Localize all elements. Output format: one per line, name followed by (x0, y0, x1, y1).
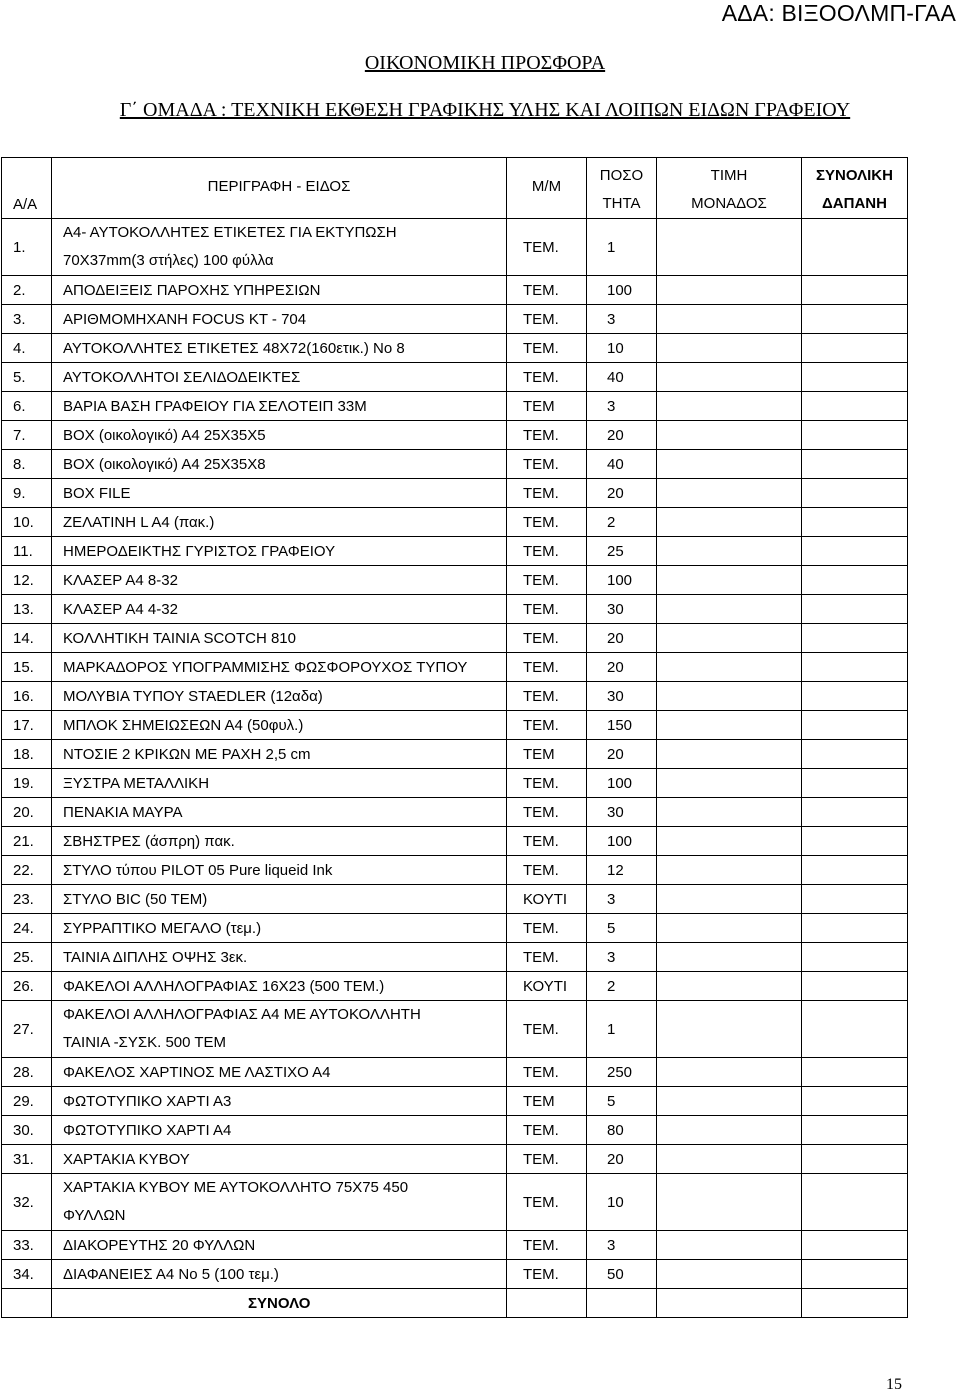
row-quantity: 100 (587, 566, 657, 595)
row-unit: ΤΕΜ. (507, 653, 587, 682)
row-description: ΑΡΙΘΜΟΜΗΧΑΝΗ FOCUS KT - 704 (52, 305, 507, 334)
offer-title: ΟΙΚΟΝΟΜΙΚΗ ΠΡΟΣΦΟΡΑ (364, 52, 606, 74)
row-description-line2: ΤΑΙΝΙΑ -ΣΥΣΚ. 500 ΤΕΜ (63, 1034, 227, 1051)
table-row (2, 276, 908, 305)
row-unit-price (657, 1001, 802, 1058)
header-num: Α/Α (2, 158, 52, 219)
row-unit-price (657, 624, 802, 653)
row-total-cost (802, 769, 908, 798)
header-unit-price (657, 158, 802, 219)
row-description: ΤΑΙΝΙΑ ΔΙΠΛΗΣ ΟΨΗΣ 3εκ. (52, 943, 507, 972)
row-total-cost (802, 537, 908, 566)
row-unit: ΤΕΜ. (507, 914, 587, 943)
table-row (2, 653, 908, 682)
row-unit-price (657, 276, 802, 305)
row-number: 10. (2, 508, 52, 537)
row-unit-price (657, 682, 802, 711)
offer-table (1, 157, 908, 1318)
row-total-cost (802, 1174, 908, 1231)
total-unit-cell (507, 1289, 587, 1318)
table-row (2, 479, 908, 508)
row-quantity: 20 (587, 421, 657, 450)
row-number: 2. (2, 276, 52, 305)
row-description (52, 219, 507, 276)
row-number: 15. (2, 653, 52, 682)
row-unit-price (657, 537, 802, 566)
row-unit-price (657, 219, 802, 276)
row-quantity: 80 (587, 1116, 657, 1145)
table-row (2, 392, 908, 421)
row-number: 24. (2, 914, 52, 943)
row-unit-price (657, 508, 802, 537)
row-description: ΜΑΡΚΑΔΟΡΟΣ ΥΠΟΓΡΑΜΜΙΣΗΣ ΦΩΣΦΟΡΟΥΧΟΣ ΤΥΠΟΥ (52, 653, 507, 682)
row-unit-price (657, 1174, 802, 1231)
row-quantity: 40 (587, 450, 657, 479)
row-unit: ΤΕΜ. (507, 1174, 587, 1231)
row-unit: ΤΕΜ. (507, 769, 587, 798)
row-total-cost (802, 943, 908, 972)
row-description: ΞΥΣΤΡΑ ΜΕΤΑΛΛΙΚΗ (52, 769, 507, 798)
table-row (2, 305, 908, 334)
row-number: 1. (2, 219, 52, 276)
row-unit-price (657, 305, 802, 334)
row-number: 17. (2, 711, 52, 740)
row-total-cost (802, 450, 908, 479)
row-unit-price (657, 827, 802, 856)
table-row (2, 798, 908, 827)
table-row (2, 711, 908, 740)
row-total-cost (802, 914, 908, 943)
row-unit: ΚΟΥΤΙ (507, 885, 587, 914)
table-row (2, 537, 908, 566)
row-number: 34. (2, 1260, 52, 1289)
row-quantity: 12 (587, 856, 657, 885)
row-unit: ΤΕΜ (507, 392, 587, 421)
row-unit: ΤΕΜ. (507, 1058, 587, 1087)
row-unit-price (657, 798, 802, 827)
row-description: ΚΛΑΣΕΡ Α4 8-32 (52, 566, 507, 595)
row-unit: ΤΕΜ. (507, 363, 587, 392)
row-total-cost (802, 566, 908, 595)
total-num-cell (2, 1289, 52, 1318)
row-unit: ΤΕΜ. (507, 276, 587, 305)
row-number: 16. (2, 682, 52, 711)
row-description: ΧΑΡΤΑΚΙΑ ΚΥΒΟΥ (52, 1145, 507, 1174)
table-header-row (2, 158, 908, 219)
row-total-cost (802, 1116, 908, 1145)
row-unit: ΤΕΜ. (507, 595, 587, 624)
table-row (2, 1260, 908, 1289)
row-total-cost (802, 885, 908, 914)
row-total-cost (802, 682, 908, 711)
table-row (2, 1116, 908, 1145)
row-description: ΦΑΚΕΛΟΣ ΧΑΡΤΙΝΟΣ ΜΕ ΛΑΣΤΙΧΟ Α4 (52, 1058, 507, 1087)
row-unit-price (657, 1116, 802, 1145)
row-quantity: 2 (587, 508, 657, 537)
row-quantity: 20 (587, 624, 657, 653)
row-total-cost (802, 827, 908, 856)
row-unit-price (657, 392, 802, 421)
table-row (2, 624, 908, 653)
table-row (2, 943, 908, 972)
row-number: 13. (2, 595, 52, 624)
row-quantity: 20 (587, 1145, 657, 1174)
group-title: Γ΄ ΟΜΑΔΑ : ΤΕΧΝΙΚΗ ΕΚΘΕΣΗ ΓΡΑΦΙΚΗΣ ΥΛΗΣ ΚΑΙ ΛΟΙΠΩΝ ΕΙΔΩΝ ΓΡΑΦΕΙΟΥ (119, 99, 851, 121)
row-description: ΒΑΡΙΑ ΒΑΣΗ ΓΡΑΦΕΙΟΥ ΓΙΑ ΣΕΛΟΤΕΙΠ 33Μ (52, 392, 507, 421)
table-row (2, 363, 908, 392)
row-quantity: 5 (587, 914, 657, 943)
row-description: ΒΟΧ (οικολογικό) Α4 25Χ35Χ8 (52, 450, 507, 479)
row-unit: ΤΕΜ. (507, 1231, 587, 1260)
row-unit: ΤΕΜ. (507, 537, 587, 566)
table-row (2, 334, 908, 363)
row-description: ΣΒΗΣΤΡΕΣ (άσπρη) πακ. (52, 827, 507, 856)
row-description: ΗΜΕΡΟΔΕΙΚΤΗΣ ΓΥΡΙΣΤΟΣ ΓΡΑΦΕΙΟΥ (52, 537, 507, 566)
row-unit: ΤΕΜ. (507, 219, 587, 276)
row-unit-price (657, 1260, 802, 1289)
row-description (52, 1174, 507, 1231)
header-description: ΠΕΡΙΓΡΑΦΗ - ΕΙΔΟΣ (52, 158, 507, 219)
row-description: ΣΥΡΡΑΠΤΙΚΟ ΜΕΓΑΛΟ (τεμ.) (52, 914, 507, 943)
row-description: ΚΛΑΣΕΡ Α4 4-32 (52, 595, 507, 624)
table-row (2, 827, 908, 856)
row-description: BOX FILE (52, 479, 507, 508)
row-quantity: 100 (587, 827, 657, 856)
row-unit: ΤΕΜ. (507, 827, 587, 856)
row-quantity: 20 (587, 653, 657, 682)
page-number: 15 (886, 1376, 902, 1393)
row-unit: ΤΕΜ. (507, 479, 587, 508)
table-row (2, 1087, 908, 1116)
row-number: 28. (2, 1058, 52, 1087)
row-description: ΦΑΚΕΛΟΙ ΑΛΛΗΛΟΓΡΑΦΙΑΣ 16Χ23 (500 ΤΕΜ.) (52, 972, 507, 1001)
row-total-cost (802, 1058, 908, 1087)
row-quantity: 50 (587, 1260, 657, 1289)
row-unit: ΤΕΜ. (507, 1260, 587, 1289)
row-total-cost (802, 421, 908, 450)
row-total-cost (802, 595, 908, 624)
row-unit: ΤΕΜ. (507, 334, 587, 363)
row-quantity: 100 (587, 276, 657, 305)
row-unit-price (657, 566, 802, 595)
row-description-line1: Α4- ΑΥΤΟΚΟΛΛΗΤΕΣ ΕΤΙΚΕΤΕΣ ΓΙΑ ΕΚΤΥΠΩΣΗ (63, 224, 397, 241)
row-description: ΖΕΛΑΤΙΝΗ L A4 (πακ.) (52, 508, 507, 537)
row-total-cost (802, 334, 908, 363)
row-number: 31. (2, 1145, 52, 1174)
table-row (2, 1174, 908, 1231)
row-unit-price (657, 653, 802, 682)
row-quantity: 20 (587, 740, 657, 769)
row-total-cost (802, 1087, 908, 1116)
row-unit: ΚΟΥΤΙ (507, 972, 587, 1001)
row-total-cost (802, 653, 908, 682)
row-unit-price (657, 856, 802, 885)
row-quantity: 5 (587, 1087, 657, 1116)
row-unit-price (657, 885, 802, 914)
row-total-cost (802, 740, 908, 769)
row-description: ΝΤΟΣΙΕ 2 ΚΡΙΚΩΝ ΜΕ ΡΑΧΗ 2,5 cm (52, 740, 507, 769)
row-total-cost (802, 219, 908, 276)
table-row (2, 856, 908, 885)
row-quantity: 3 (587, 1231, 657, 1260)
header-quantity-line2: ΤΗΤΑ (602, 195, 641, 212)
row-number: 21. (2, 827, 52, 856)
row-description: ΣΤΥΛΟ BIC (50 TEM) (52, 885, 507, 914)
table-row (2, 595, 908, 624)
row-unit: ΤΕΜ. (507, 508, 587, 537)
header-unit-price-line2: ΜΟΝΑΔΟΣ (691, 195, 767, 212)
table-row (2, 450, 908, 479)
row-description: ΦΩΤΟΤΥΠΙΚΟ ΧΑΡΤΙ Α4 (52, 1116, 507, 1145)
header-unit-price-line1: ΤΙΜΗ (710, 167, 748, 184)
row-total-cost (802, 856, 908, 885)
row-quantity: 3 (587, 885, 657, 914)
row-description-line2: 70Χ37mm(3 στήλες) 100 φύλλα (63, 252, 274, 269)
row-quantity: 10 (587, 334, 657, 363)
row-description: ΜΠΛΟΚ ΣΗΜΕΙΩΣΕΩΝ Α4 (50φυλ.) (52, 711, 507, 740)
row-unit: ΤΕΜ. (507, 421, 587, 450)
row-description: ΚΟΛΛΗΤΙΚΗ ΤΑΙΝΙΑ SCOTCH 810 (52, 624, 507, 653)
row-unit: ΤΕΜ (507, 1087, 587, 1116)
row-number: 30. (2, 1116, 52, 1145)
row-description: ΑΠΟΔΕΙΞΕΙΣ ΠΑΡΟΧΗΣ ΥΠΗΡΕΣΙΩΝ (52, 276, 507, 305)
row-unit: ΤΕΜ. (507, 943, 587, 972)
header-unit: Μ/Μ (507, 158, 587, 219)
total-price-cell (657, 1289, 802, 1318)
row-total-cost (802, 508, 908, 537)
row-unit: ΤΕΜ. (507, 566, 587, 595)
row-number: 14. (2, 624, 52, 653)
row-total-cost (802, 479, 908, 508)
row-description: ΒΟΧ (οικολογικό) Α4 25Χ35Χ5 (52, 421, 507, 450)
row-quantity: 1 (587, 219, 657, 276)
row-description: ΑΥΤΟΚΟΛΛΗΤΟΙ ΣΕΛΙΔΟΔΕΙΚΤΕΣ (52, 363, 507, 392)
row-quantity: 150 (587, 711, 657, 740)
table-row (2, 682, 908, 711)
header-quantity-line1: ΠΟΣΟ (599, 167, 644, 184)
table-row (2, 740, 908, 769)
row-number: 7. (2, 421, 52, 450)
row-unit-price (657, 1058, 802, 1087)
row-number: 23. (2, 885, 52, 914)
row-description-line1: ΧΑΡΤΑΚΙΑ ΚΥΒΟΥ ΜΕ ΑΥΤΟΚΟΛΛΗΤΟ 75Χ75 450 (63, 1179, 409, 1196)
row-unit: ΤΕΜ. (507, 856, 587, 885)
row-total-cost (802, 392, 908, 421)
row-quantity: 30 (587, 798, 657, 827)
row-number: 33. (2, 1231, 52, 1260)
row-number: 4. (2, 334, 52, 363)
row-number: 11. (2, 537, 52, 566)
row-unit: ΤΕΜ. (507, 624, 587, 653)
row-total-cost (802, 305, 908, 334)
total-qty-cell (587, 1289, 657, 1318)
row-unit-price (657, 363, 802, 392)
row-quantity: 10 (587, 1174, 657, 1231)
row-number: 5. (2, 363, 52, 392)
row-description (52, 1001, 507, 1058)
row-unit-price (657, 769, 802, 798)
table-row (2, 1145, 908, 1174)
header-total-cost-line2: ΔΑΠΑΝΗ (822, 195, 887, 212)
row-description: ΠΕΝΑΚΙΑ ΜΑΥΡΑ (52, 798, 507, 827)
table-row (2, 566, 908, 595)
row-unit: ΤΕΜ. (507, 682, 587, 711)
table-row (2, 769, 908, 798)
row-quantity: 25 (587, 537, 657, 566)
header-quantity (587, 158, 657, 219)
table-row (2, 219, 908, 276)
row-total-cost (802, 363, 908, 392)
row-unit: ΤΕΜ. (507, 1145, 587, 1174)
row-description-line2: ΦΥΛΛΩΝ (63, 1207, 126, 1224)
row-description-line1: ΦΑΚΕΛΟΙ ΑΛΛΗΛΟΓΡΑΦΙΑΣ Α4 ΜΕ ΑΥΤΟΚΟΛΛΗΤΗ (63, 1006, 421, 1023)
row-description: ΔΙΑΦΑΝΕΙΕΣ Α4 Νο 5 (100 τεμ.) (52, 1260, 507, 1289)
row-unit-price (657, 943, 802, 972)
row-total-cost (802, 1145, 908, 1174)
row-total-cost (802, 1001, 908, 1058)
ada-label: ΑΔΑ: ΒΙΞΟΟΛΜΠ-ΓΑΑ (721, 0, 956, 26)
row-unit-price (657, 334, 802, 363)
row-unit-price (657, 1231, 802, 1260)
row-unit-price (657, 972, 802, 1001)
row-total-cost (802, 711, 908, 740)
total-amount-cell (802, 1289, 908, 1318)
row-unit-price (657, 479, 802, 508)
row-description: ΦΩΤΟΤΥΠΙΚΟ ΧΑΡΤΙ Α3 (52, 1087, 507, 1116)
row-number: 9. (2, 479, 52, 508)
row-number: 26. (2, 972, 52, 1001)
table-row (2, 1058, 908, 1087)
table-row (2, 508, 908, 537)
row-unit-price (657, 1087, 802, 1116)
row-number: 12. (2, 566, 52, 595)
header-total-cost-line1: ΣΥΝΟΛΙΚΗ (816, 167, 893, 184)
row-unit: ΤΕΜ. (507, 798, 587, 827)
header-total-cost (802, 158, 908, 219)
row-number: 29. (2, 1087, 52, 1116)
row-total-cost (802, 1260, 908, 1289)
row-total-cost (802, 624, 908, 653)
row-quantity: 40 (587, 363, 657, 392)
row-description: ΔΙΑΚΟΡΕΥΤΗΣ 20 ΦΥΛΛΩΝ (52, 1231, 507, 1260)
row-number: 25. (2, 943, 52, 972)
total-row (2, 1289, 908, 1318)
row-number: 8. (2, 450, 52, 479)
table-row (2, 1001, 908, 1058)
table-row (2, 1231, 908, 1260)
row-total-cost (802, 276, 908, 305)
row-unit: ΤΕΜ. (507, 305, 587, 334)
row-unit: ΤΕΜ. (507, 711, 587, 740)
row-total-cost (802, 972, 908, 1001)
row-unit: ΤΕΜ. (507, 1001, 587, 1058)
row-number: 18. (2, 740, 52, 769)
row-unit-price (657, 711, 802, 740)
row-quantity: 30 (587, 595, 657, 624)
row-unit-price (657, 421, 802, 450)
total-label: ΣΥΝΟΛΟ (52, 1289, 507, 1318)
row-unit-price (657, 1145, 802, 1174)
row-unit-price (657, 914, 802, 943)
row-quantity: 100 (587, 769, 657, 798)
row-quantity: 3 (587, 392, 657, 421)
row-unit: ΤΕΜ (507, 740, 587, 769)
row-description: ΜΟΛΥΒΙΑ ΤΥΠΟΥ STAEDLER (12αδα) (52, 682, 507, 711)
row-quantity: 3 (587, 305, 657, 334)
row-unit-price (657, 595, 802, 624)
table-row (2, 914, 908, 943)
row-number: 22. (2, 856, 52, 885)
row-unit: ΤΕΜ. (507, 450, 587, 479)
row-description: ΑΥΤΟΚΟΛΛΗΤΕΣ ΕΤΙΚΕΤΕΣ 48Χ72(160ετικ.) Νο 8 (52, 334, 507, 363)
row-total-cost (802, 798, 908, 827)
row-unit: ΤΕΜ. (507, 1116, 587, 1145)
row-quantity: 30 (587, 682, 657, 711)
row-number: 6. (2, 392, 52, 421)
row-quantity: 250 (587, 1058, 657, 1087)
row-quantity: 3 (587, 943, 657, 972)
row-unit-price (657, 450, 802, 479)
row-number: 32. (2, 1174, 52, 1231)
row-description: ΣΤΥΛΟ τύπου PILOT 05 Pure liqueid Ink (52, 856, 507, 885)
table-row (2, 885, 908, 914)
table-row (2, 972, 908, 1001)
table-row (2, 421, 908, 450)
row-unit-price (657, 740, 802, 769)
row-number: 19. (2, 769, 52, 798)
row-number: 3. (2, 305, 52, 334)
row-quantity: 2 (587, 972, 657, 1001)
row-total-cost (802, 1231, 908, 1260)
row-quantity: 1 (587, 1001, 657, 1058)
row-number: 27. (2, 1001, 52, 1058)
row-number: 20. (2, 798, 52, 827)
row-quantity: 20 (587, 479, 657, 508)
